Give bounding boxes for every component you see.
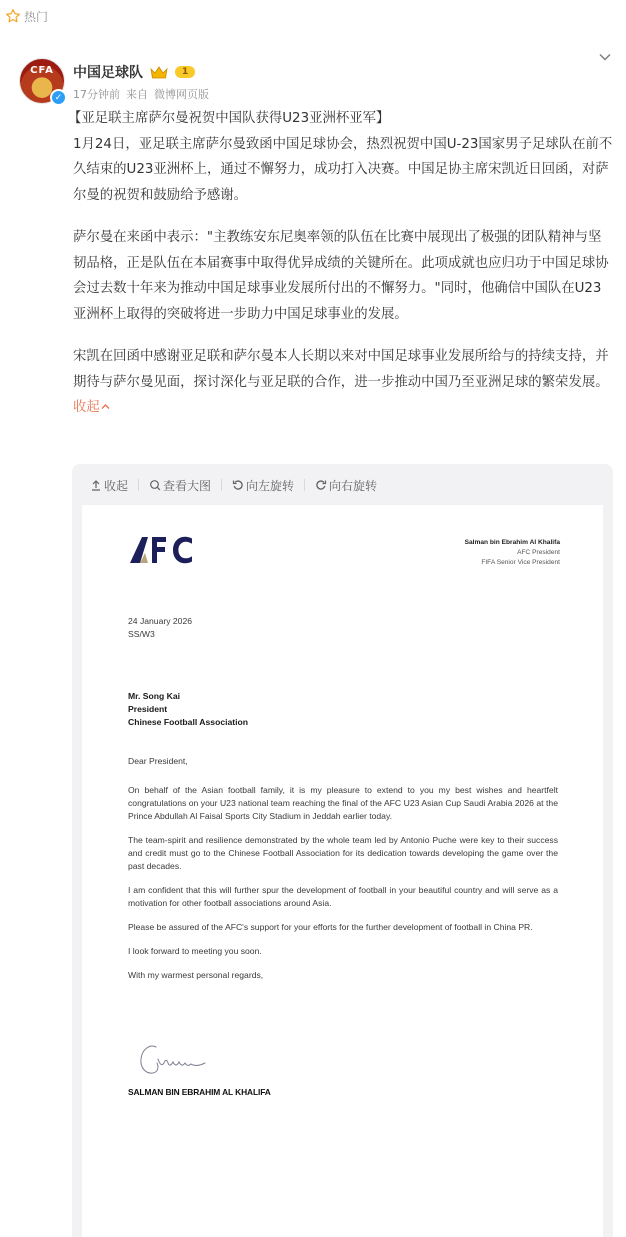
recipient-block bbox=[128, 690, 558, 729]
author-name[interactable]: 中国足球队 bbox=[73, 65, 143, 81]
recipient-org: Chinese Football Association bbox=[128, 717, 249, 727]
post-paragraph-3-text: 宋凯在回函中感谢亚足联和萨尔曼本人长期以来对中国足球事业发展所给与的持续支持，并期待与萨尔曼见面，探讨深化与亚足联的合作，进一步推动中国乃至亚洲足球的繁荣发展。 bbox=[73, 349, 609, 390]
letter-ref: SS/W3 bbox=[128, 629, 155, 639]
collapse-image-label: 收起 bbox=[104, 478, 129, 493]
post-meta bbox=[73, 86, 209, 102]
rotate-right-button[interactable] bbox=[305, 477, 387, 494]
collapse-text-link[interactable] bbox=[73, 400, 111, 415]
letter-paragraph: I am confident that this will further spur the development of football in your beautiful country and will serve as a motivation for other football associations around Asia. bbox=[128, 885, 558, 908]
letter-image[interactable] bbox=[82, 505, 603, 1237]
letter-paragraph: Please be assured of the AFC's support for your efforts for the further development of football in China PR. bbox=[128, 922, 533, 932]
post-paragraph-3 bbox=[73, 344, 613, 421]
post-title: 【亚足联主席萨尔曼祝贺中国队获得U23亚洲杯亚军】 bbox=[68, 111, 390, 126]
collapse-label: 收起 bbox=[73, 400, 100, 415]
letter-body bbox=[128, 784, 558, 993]
letter-paragraph: I look forward to meeting you soon. bbox=[128, 946, 262, 956]
hot-label: 热门 bbox=[24, 9, 49, 24]
letter-paragraph: On behalf of the Asian football family, it is my pleasure to extend to you my best wishes and heartfelt congratulations on your U23 national team reaching the final of the AFC U23 Asian Cup Saudi Arabia 2026 at the Prince Abdullah Al Faisal Sports City Stadium in Jeddah earlier today. bbox=[128, 785, 558, 821]
chevron-up-icon bbox=[100, 402, 111, 411]
rotate-left-label: 向左旋转 bbox=[246, 478, 295, 493]
image-viewer-card bbox=[72, 464, 613, 1237]
recipient-title: President bbox=[128, 704, 168, 714]
image-toolbar bbox=[90, 475, 387, 495]
view-large-label: 查看大图 bbox=[163, 478, 212, 493]
letter-paragraph: With my warmest personal regards, bbox=[128, 970, 264, 980]
signatory-name: SALMAN BIN EBRAHIM AL KHALIFA bbox=[128, 1087, 271, 1097]
avatar-logo-text: CFA bbox=[30, 65, 54, 76]
zoom-search-icon bbox=[149, 479, 161, 491]
letter-date: 24 January 2026 bbox=[128, 616, 193, 626]
post-time[interactable]: 17分钟前 bbox=[73, 88, 120, 101]
afc-logo-icon bbox=[128, 535, 196, 565]
source-prefix: 来自 bbox=[126, 88, 148, 101]
star-outline-icon bbox=[5, 8, 21, 24]
rotate-right-label: 向右旋转 bbox=[329, 478, 378, 493]
chevron-down-icon[interactable] bbox=[598, 50, 612, 64]
post-source: 微博网页版 bbox=[154, 88, 209, 101]
rotate-right-icon bbox=[315, 479, 327, 491]
salutation: Dear President, bbox=[128, 756, 188, 766]
author-row bbox=[73, 62, 195, 82]
sender-title-1: AFC President bbox=[517, 549, 560, 556]
crown-icon[interactable] bbox=[149, 65, 169, 79]
rotate-left-button[interactable] bbox=[222, 477, 304, 494]
letterhead-sender bbox=[465, 538, 560, 568]
post-paragraph-2: 萨尔曼在来函中表示："主教练安东尼奥率领的队伍在比赛中展现出了极强的团队精神与坚韧品格，正是队伍在本届赛事中取得优异成绩的关键所在。此项成就也应归功于中国足球协会过去数十年来为推动中国足球事业发展所付出的不懈努力。"同时，他确信中国队在U23亚洲杯上取得的突破将进一步助力中国足球事业的发展。 bbox=[73, 230, 609, 322]
signature-icon bbox=[134, 1041, 244, 1081]
letter-paragraph: The team-spirit and resilience demonstrated by the whole team led by Antonio Puche were key to their success and credit must go to the Chinese Football Association for its dedication towards developing the game over the past decades. bbox=[128, 835, 558, 871]
hot-tag[interactable] bbox=[5, 6, 48, 26]
verified-badge-icon: ✓ bbox=[50, 89, 67, 106]
collapse-image-button[interactable] bbox=[90, 477, 138, 494]
letter-date-block bbox=[128, 615, 558, 641]
level-badge[interactable]: 1 bbox=[175, 66, 195, 78]
post-content bbox=[68, 106, 613, 438]
sender-title-2: FIFA Senior Vice President bbox=[481, 559, 560, 566]
sender-name: Salman bin Ebrahim Al Khalifa bbox=[464, 539, 560, 546]
avatar[interactable] bbox=[19, 58, 65, 104]
view-large-button[interactable] bbox=[139, 477, 221, 494]
recipient-name: Mr. Song Kai bbox=[128, 691, 181, 701]
collapse-up-icon bbox=[90, 479, 102, 491]
rotate-left-icon bbox=[232, 479, 244, 491]
post-paragraph-1: 1月24日，亚足联主席萨尔曼致函中国足球协会，热烈祝贺中国U-23国家男子足球队在前不久结束的U23亚洲杯上，通过不懈努力，成功打入决赛。中国足协主席宋凯近日回函，对萨尔曼的祝贺和鼓励给予感谢。 bbox=[73, 136, 613, 203]
